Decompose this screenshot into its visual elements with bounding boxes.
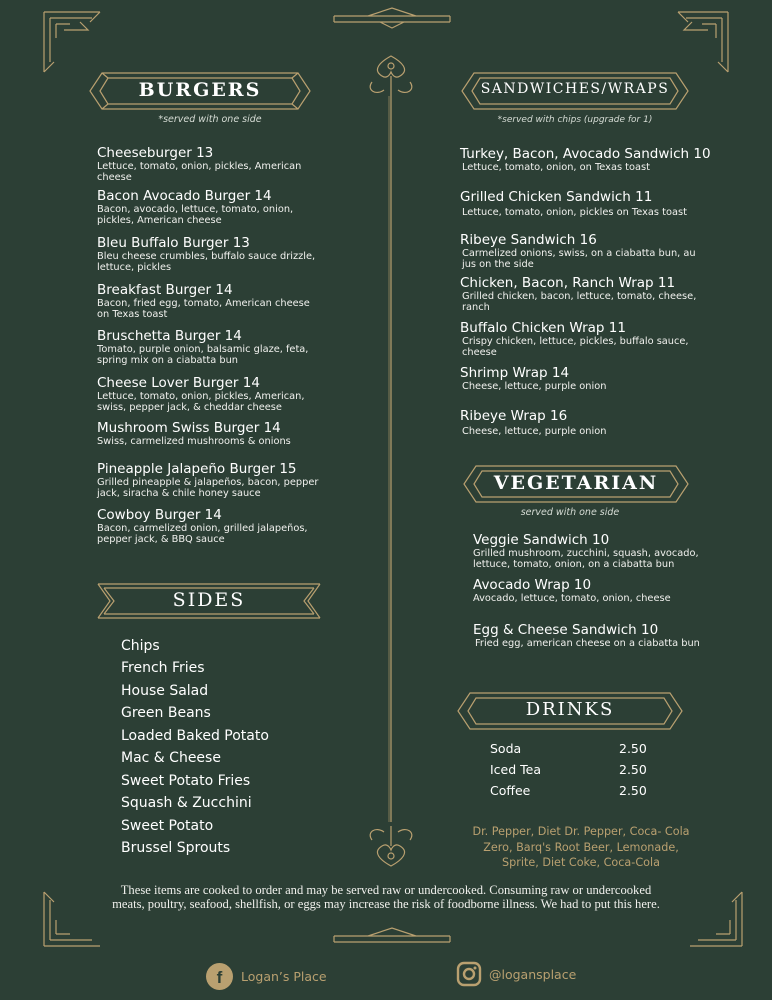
item-name: Shrimp Wrap 14 [460,365,570,381]
drinks-banner [456,686,684,736]
vegetarian-title: VEGETARIAN [493,472,659,494]
item-desc: Cheese, lettuce, purple onion [462,381,607,392]
menu-item [460,190,740,219]
item-desc: Bleu cheese crumbles, buffalo sauce drizzle, lettuce, pickles [97,251,316,273]
sides-title: SIDES [172,589,246,611]
drink-price: 2.50 [619,741,647,756]
instagram-icon [456,961,482,987]
instagram-label: @logansplace [489,966,577,982]
vegetarian-banner [462,458,690,510]
side-item: Chips [121,638,160,654]
item-name: Cheese Lover Burger 14 [97,375,260,391]
item-name: Breakfast Burger 14 [97,282,233,298]
drink-price: 2.50 [619,783,647,798]
disclaimer [40,883,732,911]
drink-price: 2.50 [619,762,647,777]
side-item: House Salad [121,683,209,699]
soda-list-line: Sprite, Diet Coke, Coca-Cola [502,856,660,869]
menu-item [97,189,322,226]
menu-item [460,366,705,393]
burgers-title: BURGERS [138,79,262,101]
sandwiches-title: SANDWICHES/WRAPS [480,81,670,97]
item-desc: Carmelized onions, swiss, on a ciabatta bun, au jus on the side [462,248,696,270]
facebook-link[interactable] [206,961,327,991]
facebook-label: Logan’s Place [241,968,327,984]
item-name: Egg & Cheese Sandwich 10 [473,622,659,638]
item-desc: Grilled pineapple & jalapeños, bacon, pepper jack, siracha & chile honey sauce [97,477,319,499]
item-name: Pineapple Jalapeño Burger 15 [97,461,297,477]
item-name: Ribeye Wrap 16 [460,408,568,424]
item-desc: Cheese, lettuce, purple onion [462,426,607,437]
side-item: Loaded Baked Potato [121,728,269,744]
item-name: Chicken, Bacon, Ranch Wrap 11 [460,275,676,291]
item-name: Buffalo Chicken Wrap 11 [460,320,626,336]
item-desc: Grilled mushroom, zucchini, squash, avocado, lettuce, tomato, onion, on a ciabatta bun [473,548,699,570]
item-desc: Avocado, lettuce, tomato, onion, cheese [473,593,671,604]
side-item: Sweet Potato [121,818,214,834]
menu-item [97,283,325,320]
menu-item [97,462,333,499]
item-name: Bleu Buffalo Burger 13 [97,235,250,251]
side-item: Sweet Potato Fries [121,773,251,789]
item-desc: Tomato, purple onion, balsamic glaze, feta, spring mix on a ciabatta bun [97,344,309,366]
side-item: Mac & Cheese [121,750,221,766]
burgers-banner [88,66,312,116]
soda-list [440,824,722,871]
item-name: Bruschetta Burger 14 [97,328,242,344]
instagram-link[interactable] [456,959,576,989]
soda-list-line: Zero, Barq's Root Beer, Lemonade, [483,840,679,854]
drinks-title: DRINKS [525,699,615,720]
item-desc: Lettuce, tomato, onion, pickles, American, swiss, pepper jack, & cheddar cheese [97,391,305,413]
menu-item [97,421,332,448]
menu-item [473,623,703,650]
side-item: French Fries [121,660,205,676]
item-desc: Fried egg, american cheese on a ciabatta bun [475,638,700,649]
item-desc: Swiss, carmelized mushrooms & onions [97,436,291,447]
item-name: Cowboy Burger 14 [97,507,222,523]
item-desc: Lettuce, tomato, onion, pickles, American cheese [97,161,302,183]
drink-name: Soda [490,741,522,756]
facebook-icon: f [206,963,233,990]
drink-name: Iced Tea [490,762,542,777]
vegetarian-note: served with one side [520,507,620,518]
burgers-note: *served with one side [158,114,262,125]
menu-item [473,533,718,570]
item-desc: Bacon, avocado, lettuce, tomato, onion, pickles, American cheese [97,204,294,226]
menu-item [97,146,322,183]
menu-item [97,376,325,413]
menu-item [460,276,705,313]
item-name: Cheeseburger 13 [97,145,214,161]
soda-list-line: Dr. Pepper, Diet Dr. Pepper, Coca- Cola [472,825,690,838]
item-desc: Bacon, carmelized onion, grilled jalapeños, pepper jack, & BBQ sauce [97,523,308,545]
item-desc: Bacon, fried egg, tomato, American cheese on Texas toast [97,298,310,320]
menu-item [460,233,705,270]
drink-name: Coffee [490,783,531,798]
menu-item [97,329,325,366]
side-item: Squash & Zucchini [121,795,252,811]
disclaimer-line: These items are cooked to order and may be served raw or undercooked. Consuming raw or undercooked [120,883,652,897]
menu-item [473,578,718,605]
sides-banner [96,576,322,626]
item-name: Bacon Avocado Burger 14 [97,188,272,204]
menu-item [460,409,705,438]
item-name: Avocado Wrap 10 [473,577,592,593]
item-desc: Lettuce, tomato, onion, pickles on Texas toast [462,207,687,218]
sandwiches-banner [460,66,690,116]
item-name: Turkey, Bacon, Avocado Sandwich 10 [460,146,711,162]
item-name: Ribeye Sandwich 16 [460,232,597,248]
item-name: Veggie Sandwich 10 [473,532,610,548]
menu-item [97,508,325,545]
sandwiches-note: *served with chips (upgrade for 1) [497,115,653,125]
item-name: Grilled Chicken Sandwich 11 [460,189,653,205]
disclaimer-line: meats, poultry, seafood, shellfish, or eggs may increase the risk of foodborne illness. We had to put this here. [112,897,660,911]
item-desc: Crispy chicken, lettuce, pickles, buffalo sauce, cheese [462,336,689,358]
side-item: Green Beans [121,705,211,721]
item-name: Mushroom Swiss Burger 14 [97,420,281,436]
side-item: Brussel Sprouts [121,840,231,856]
menu-item [460,147,740,174]
item-desc: Grilled chicken, bacon, lettuce, tomato, cheese, ranch [462,291,697,313]
item-desc: Lettuce, tomato, onion, on Texas toast [462,162,650,173]
menu-item [97,236,332,273]
menu-item [460,321,705,358]
